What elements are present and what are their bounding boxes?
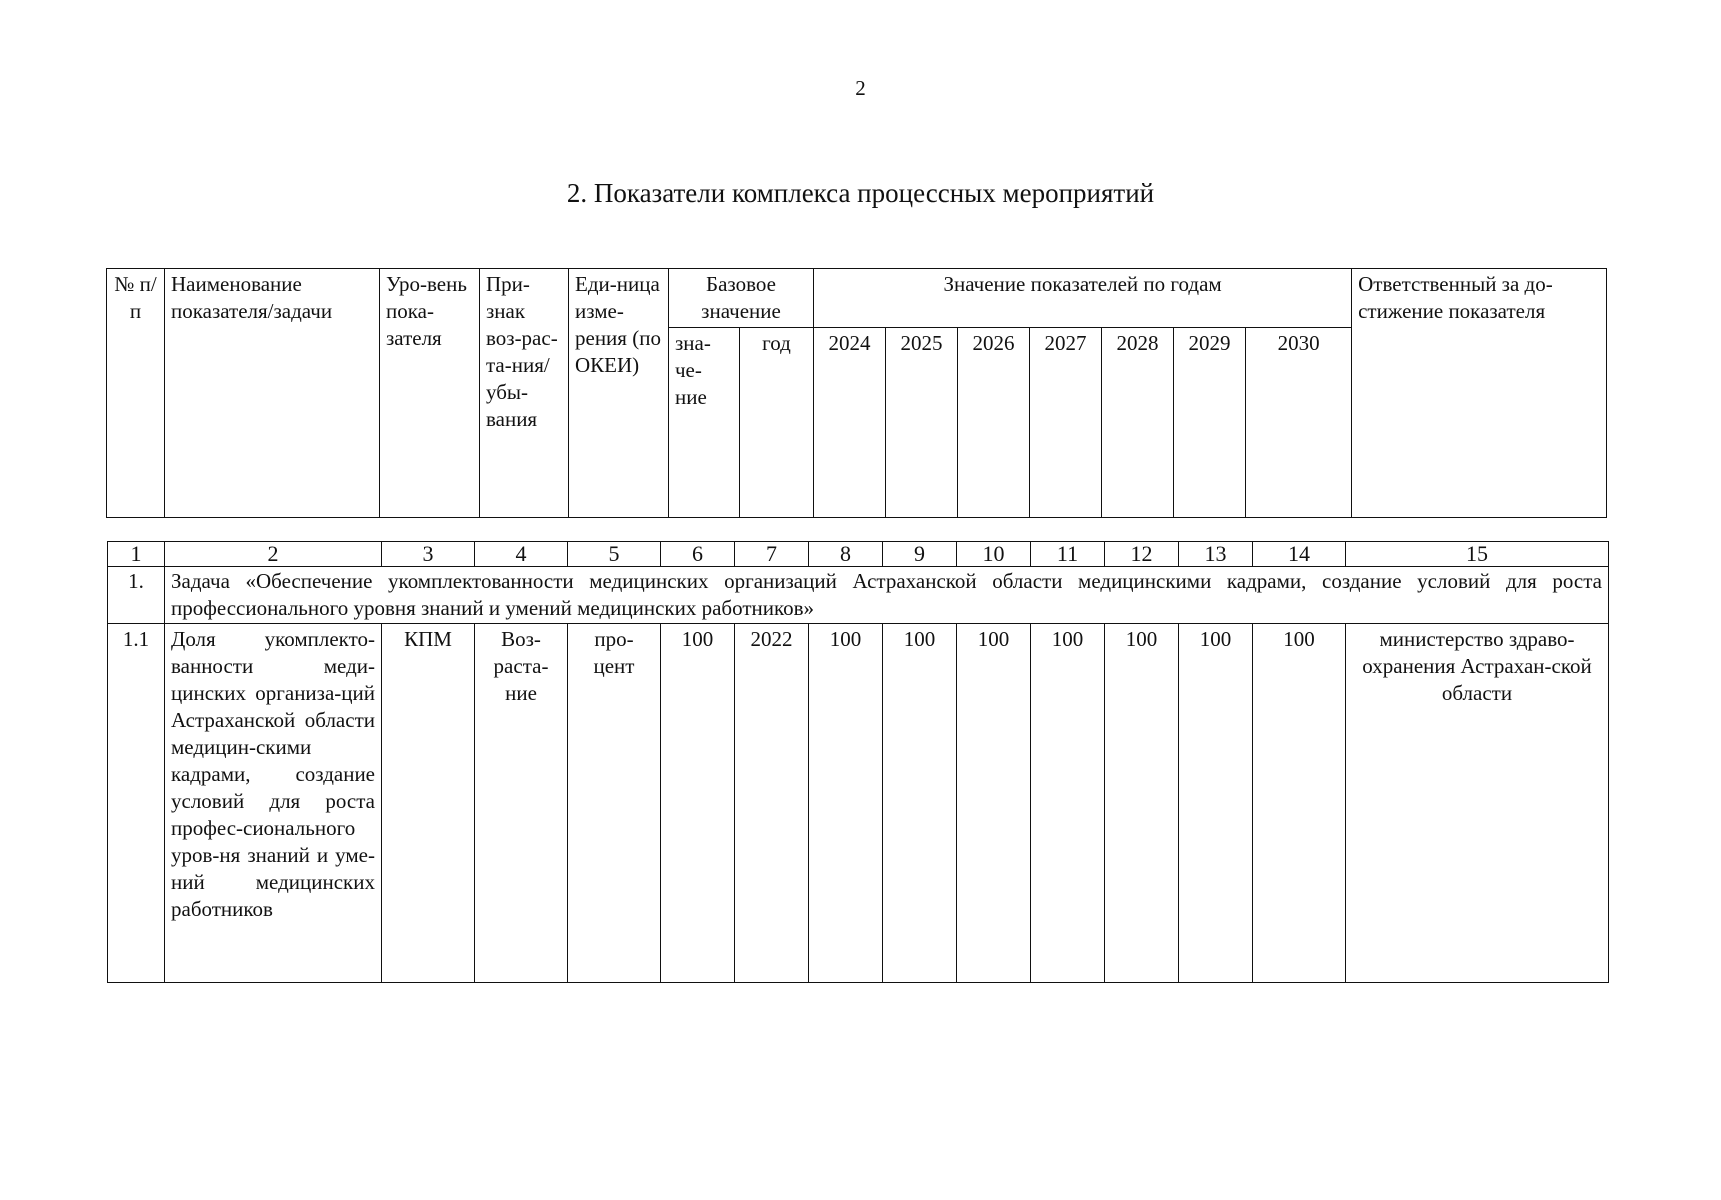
indicator-level: КПМ xyxy=(382,624,475,983)
page-number: 2 xyxy=(855,76,866,100)
header-base: Базовое значение xyxy=(669,269,814,328)
header-year-2026: 2026 xyxy=(958,328,1030,518)
indicators-header-table xyxy=(106,268,1607,518)
column-number: 3 xyxy=(382,542,475,567)
task-number: 1. xyxy=(108,567,165,624)
header-year-2028: 2028 xyxy=(1102,328,1174,518)
column-number: 9 xyxy=(883,542,957,567)
column-number: 13 xyxy=(1179,542,1253,567)
indicator-unit: про-цент xyxy=(568,624,661,983)
row-number: 1.1 xyxy=(108,624,165,983)
column-number: 14 xyxy=(1253,542,1346,567)
task-row xyxy=(108,567,1609,624)
value-2029: 100 xyxy=(1179,624,1253,983)
header-years: Значение показателей по годам xyxy=(814,269,1352,328)
header-year-2030: 2030 xyxy=(1246,328,1352,518)
value-2028: 100 xyxy=(1105,624,1179,983)
header-unit: Еди-ница изме-рения (по ОКЕИ) xyxy=(569,269,669,518)
header-level: Уро-вень пока-зателя xyxy=(380,269,480,518)
column-number: 4 xyxy=(475,542,568,567)
value-2026: 100 xyxy=(957,624,1031,983)
column-numbers-row xyxy=(108,542,1609,567)
document-title: 2. Показатели комплекса процессных мероприятий xyxy=(566,178,1155,208)
column-number: 12 xyxy=(1105,542,1179,567)
column-number: 5 xyxy=(568,542,661,567)
value-2027: 100 xyxy=(1031,624,1105,983)
column-number: 6 xyxy=(661,542,735,567)
column-number: 11 xyxy=(1031,542,1105,567)
column-number: 1 xyxy=(108,542,165,567)
indicator-sign: Воз-раста-ние xyxy=(475,624,568,983)
header-year-2029: 2029 xyxy=(1174,328,1246,518)
header-responsible: Ответственный за до-стижение показателя xyxy=(1352,269,1607,518)
header-num: № п/п xyxy=(107,269,165,518)
column-number: 10 xyxy=(957,542,1031,567)
column-number: 7 xyxy=(735,542,809,567)
responsible-body: министерство здраво-охранения Астрахан-ской области xyxy=(1346,624,1609,983)
indicator-name: Доля укомплекто-ванности меди-цинских организа-ций Астраханской области медицин-скими кадрами, создание условий для роста профес-сионального уров-ня знаний и уме-ний медицинских работников xyxy=(165,624,382,983)
column-number: 2 xyxy=(165,542,382,567)
header-base-value: зна-че-ние xyxy=(669,328,740,518)
value-2025: 100 xyxy=(883,624,957,983)
base-value: 100 xyxy=(661,624,735,983)
header-year-2025: 2025 xyxy=(886,328,958,518)
indicators-body-table xyxy=(107,541,1609,983)
task-text: Задача «Обеспечение укомплектованности медицинских организаций Астраханской области медицинскими кадрами, создание условий для роста профессионального уровня знаний и умений медицинских работников» xyxy=(165,567,1609,624)
header-base-year: год xyxy=(740,328,814,518)
base-year: 2022 xyxy=(735,624,809,983)
table-row xyxy=(108,624,1609,983)
value-2024: 100 xyxy=(809,624,883,983)
header-name: Наименование показателя/задачи xyxy=(165,269,380,518)
value-2030: 100 xyxy=(1253,624,1346,983)
header-year-2027: 2027 xyxy=(1030,328,1102,518)
column-number: 15 xyxy=(1346,542,1609,567)
column-number: 8 xyxy=(809,542,883,567)
header-year-2024: 2024 xyxy=(814,328,886,518)
header-sign: При-знак воз-рас-та-ния/ убы-вания xyxy=(480,269,569,518)
